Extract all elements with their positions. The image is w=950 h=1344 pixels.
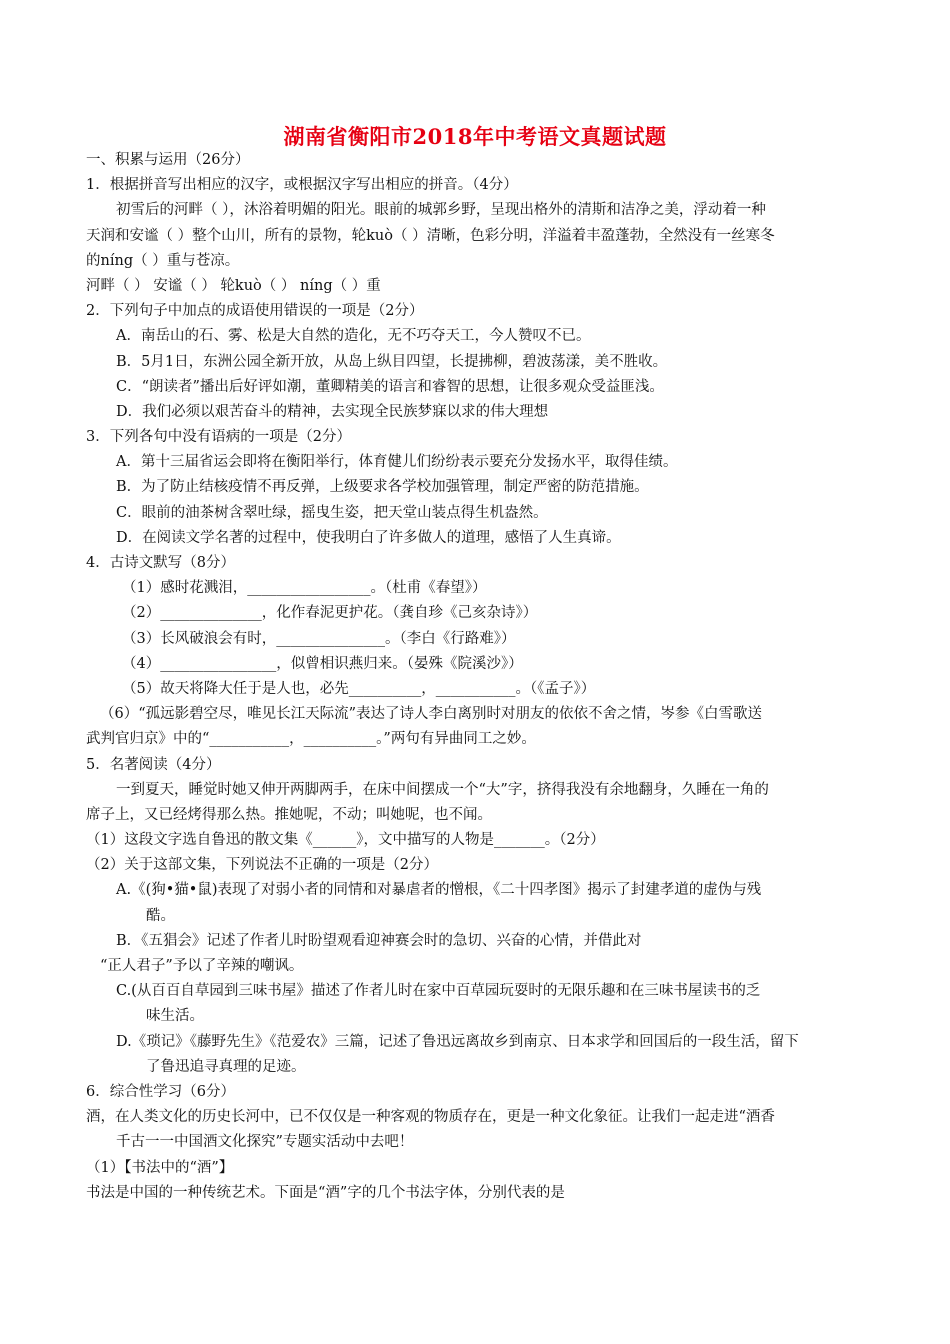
text-line: B．为了防止结核疫情不再反弹，上级要求各学校加强管理，制定严密的防范措施。 [116,479,649,496]
text-line: 3．下列各句中没有语病的一项是（2分） [86,429,351,446]
text-line: C．“朗读者”播出后好评如潮，董卿精美的语言和睿智的思想，让很多观众受益匪浅。 [116,378,664,395]
text-line: （1）这段文字选自鲁迅的散文集《______》，文中描写的人物是_______。（2分） [86,832,605,849]
text-line: 初雪后的河畔（ ），沐浴着明媚的阳光。眼前的城郭乡野，呈现出格外的清斯和洁净之美，浮动着一种 [116,202,766,219]
text-line: 了鲁迅追寻真理的足迹。 [146,1058,306,1075]
text-line: 一到夏天，睡觉时她又伸开两脚两手，在床中间摆成一个“大”字，挤得我没有余地翻身，久睡在一角的 [116,781,769,798]
text-line: （4）________________，似曾相识燕归来。（晏殊《院溪沙》） [122,655,523,672]
text-line: B．5月1日，东洲公园全新开放，从岛上纵目四望，长提拂柳，碧波荡漾，美不胜收。 [116,353,668,370]
text-line: 天润和安谧（ ）整个山川，所有的景物，轮kuò（ ）清晰，色彩分明，洋溢着丰盈蓬勃，全然没有一丝寒冬 [86,227,775,244]
text-line: 千古一一中国酒文化探究”专题实活动中去吧！ [116,1134,414,1151]
text-line: A．南岳山的石、雾、松是大自然的造化，无不巧夺天工，今人赞叹不已。 [116,328,591,345]
text-line: D．我们必须以艰苦奋斗的精神，去实现全民族梦寐以求的伟大理想 [116,403,549,420]
text-line: D.《琐记》《藤野先生》《范爱农》三篇，记述了鲁迅远离故乡到南京、日本求学和回国后的一段生活，留下 [116,1033,799,1050]
text-line: A．第十三届省运会即将在衡阳举行，体育健儿们纷纷表示要充分发扬水平，取得佳绩。 [116,454,678,471]
text-line: D．在阅读文学名著的过程中，使我明白了许多做人的道理，感悟了人生真谛。 [116,529,621,546]
text-line: 席子上，又已经烤得那么热。推她呢，不动；叫她呢，也不闻。 [86,806,492,823]
text-line: （5）故天将降大任于是人也，必先__________，___________。（《孟子》） [122,680,596,697]
text-line: C.(从百百自草园到三味书屋》描述了作者儿时在家中百草园玩耍时的无限乐趣和在三味书屋读书的乏 [116,983,761,1000]
text-line: A.《(狗•猫•鼠)表现了对弱小者的同情和对暴虐者的憎根，《二十四孝图》揭示了封建孝道的虚伪与残 [116,882,762,899]
text-line: 河畔（ ） 安谧（ ） 轮kuò（ ） níng（ ）重 [86,277,381,294]
text-line: 书法是中国的一种传统艺术。下面是“酒”字的几个书法字体，分别代表的是 [86,1184,565,1201]
text-line: 1．根据拼音写出相应的汉字，或根据汉字写出相应的拼音。（4分） [86,177,518,194]
text-line: 6．综合性学习（6分） [86,1083,235,1100]
text-line: 的níng（ ）重与苍凉。 [86,252,240,269]
text-line: （6）“孤远影碧空尽，唯见长江天际流”表达了诗人李白离别时对朋友的依依不舍之情，岑参《白雪歌送 [100,706,763,723]
text-line: 4．古诗文默写（8分） [86,555,235,571]
text-line: 5．名著阅读（4分） [86,756,221,773]
text-line: C．眼前的油茶树含翠吐绿，摇曳生姿，把天堂山装点得生机盎然。 [116,504,548,521]
text-line: B．《五猖会》记述了作者儿时盼望观看迎神赛会时的急切、兴奋的心情，并借此对 [116,932,642,949]
text-line: （3）长风破浪会有时，_______________。（李白《行路难》） [122,630,516,647]
text-line: （2）______________，化作春泥更护花。（龚自珍《己亥杂诗》） [122,605,538,622]
text-line: 酷。 [146,907,175,924]
text-line: （1）感时花溅泪，_________________。（杜甫《春望》） [122,580,487,597]
text-line: 2．下列句子中加点的成语使用错误的一项是（2分） [86,303,424,320]
text-line: “正人君子”予以了辛辣的嘲讽。 [100,958,304,974]
text-line: 酒，在人类文化的历史长河中，已不仅仅是一种客观的物质存在，更是一种文化象征。让我们一起走进“酒香 [86,1109,775,1126]
text-line: 味生活。 [146,1008,204,1025]
exam-title: 湖南省衡阳市2018年中考语文真题试题 [283,124,667,149]
exam-content [86,148,866,1206]
text-line: 一、积累与运用（26分） [86,152,250,168]
text-line: （2）关于这部文集，下列说法不正确的一项是（2分） [86,857,438,874]
text-line: （1）【书法中的“酒”】 [86,1159,234,1176]
text-line: 武判官归京》中的“___________，__________。”两句有异曲同工之妙。 [86,731,536,748]
